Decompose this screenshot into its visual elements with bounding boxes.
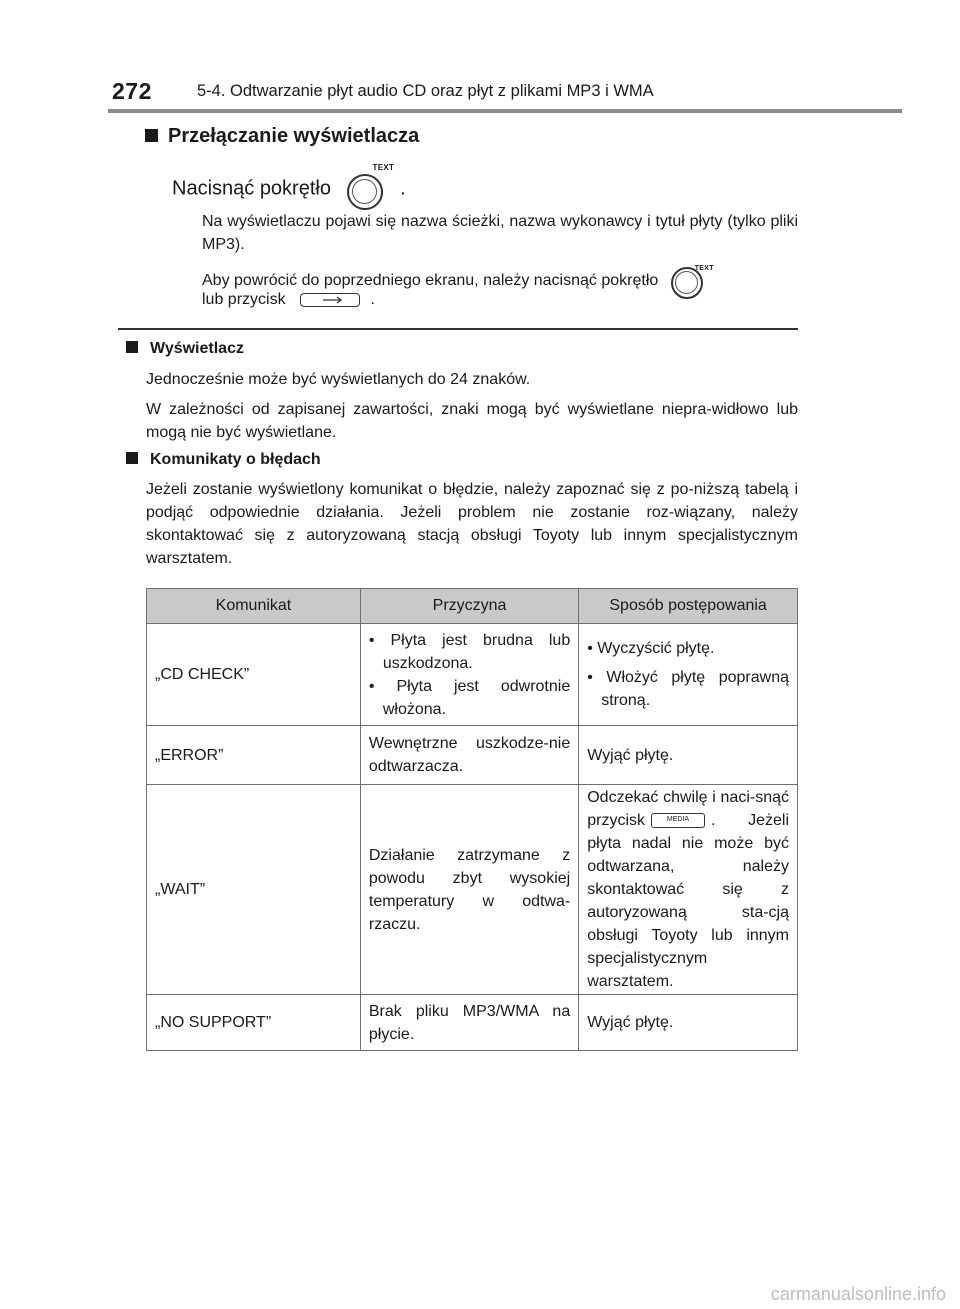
cause-cell: • Płyta jest brudna lub uszkodzona. • Płyta jest odwrotnie włożona. xyxy=(360,624,578,726)
watermark: carmanualsonline.info xyxy=(770,1284,946,1304)
message-cell: „CD CHECK” xyxy=(147,624,361,726)
back-button-icon xyxy=(300,293,360,307)
table-header-row xyxy=(147,589,798,624)
text-knob-icon: TEXT xyxy=(671,264,711,298)
header-cause: Przyczyna xyxy=(360,589,578,624)
square-bullet-icon xyxy=(145,129,158,142)
text-knob-icon: TEXT xyxy=(347,169,391,209)
header-rule xyxy=(108,109,902,113)
subheading-error-messages: Komunikaty o błędach xyxy=(126,451,321,469)
cause-cell: Wewnętrzne uszkodze-nie odtwarzacza. xyxy=(360,726,578,785)
display-paragraph-1: Jednocześnie może być wyświetlanych do 24 znaków. xyxy=(146,371,531,388)
media-button-icon: MEDIA xyxy=(651,813,705,828)
message-cell: „WAIT” xyxy=(147,785,361,995)
square-bullet-icon xyxy=(126,341,138,353)
intro-paragraph-2: Aby powrócić do poprzedniego ekranu, należy nacisnąć pokrętło TEXT xyxy=(202,264,798,298)
action-cell: • Wyczyścić płytę. • Włożyć płytę poprawną stroną. xyxy=(579,624,798,726)
action-cell: Wyjąć płytę. xyxy=(579,726,798,785)
step-instruction: Nacisnąć pokrętło TEXT . xyxy=(172,169,406,209)
table-row xyxy=(147,785,798,995)
section-title: 5-4. Odtwarzanie płyt audio CD oraz płyt z plikami MP3 i WMA xyxy=(197,82,654,100)
action-cell: Wyjąć płytę. xyxy=(579,995,798,1051)
error-table xyxy=(146,588,798,1051)
table-row xyxy=(147,995,798,1051)
header-action: Sposób postępowania xyxy=(579,589,798,624)
square-bullet-icon xyxy=(126,452,138,464)
table-row xyxy=(147,624,798,726)
errors-paragraph: Jeżeli zostanie wyświetlony komunikat o błędzie, należy zapoznać się z po-niższą tabelą i podjąć odpowiednie działania. Jeżeli problem nie zostanie roz-wiązany, należy skontaktować się z autoryzowaną stacją obsługi Toyoty lub innym specjalistycznym warsztatem. xyxy=(146,481,798,567)
subheading-display: Wyświetlacz xyxy=(126,340,244,358)
heading: Przełączanie wyświetlacza xyxy=(145,125,419,148)
display-paragraph-2: W zależności od zapisanej zawartości, znaki mogą być wyświetlane niepra-widłowo lub mogą nie być wyświetlane. xyxy=(146,401,798,441)
cause-cell: Działanie zatrzymane z powodu zbyt wysokiej temperatury w odtwa-rzaczu. xyxy=(360,785,578,995)
intro-paragraph-2-line2: lub przycisk . xyxy=(202,291,375,308)
divider xyxy=(118,328,798,330)
cause-cell: Brak pliku MP3/WMA na płycie. xyxy=(360,995,578,1051)
message-cell: „NO SUPPORT” xyxy=(147,995,361,1051)
header-message: Komunikat xyxy=(147,589,361,624)
action-cell: Odczekać chwilę i naci-snąć przycisk MEDIA . Jeżeli płyta nadal nie może być odtwarzana, należy skontaktować się z autoryzowaną sta-cją obsługi Toyoty lub innym specjalistycznym warsztatem. xyxy=(579,785,798,995)
page-number: 272 xyxy=(112,78,152,104)
message-cell: „ERROR” xyxy=(147,726,361,785)
table-row xyxy=(147,726,798,785)
page-header xyxy=(0,0,960,112)
intro-paragraph-1: Na wyświetlaczu pojawi się nazwa ścieżki, nazwa wykonawcy i tytuł płyty (tylko pliki MP3). xyxy=(202,213,798,253)
